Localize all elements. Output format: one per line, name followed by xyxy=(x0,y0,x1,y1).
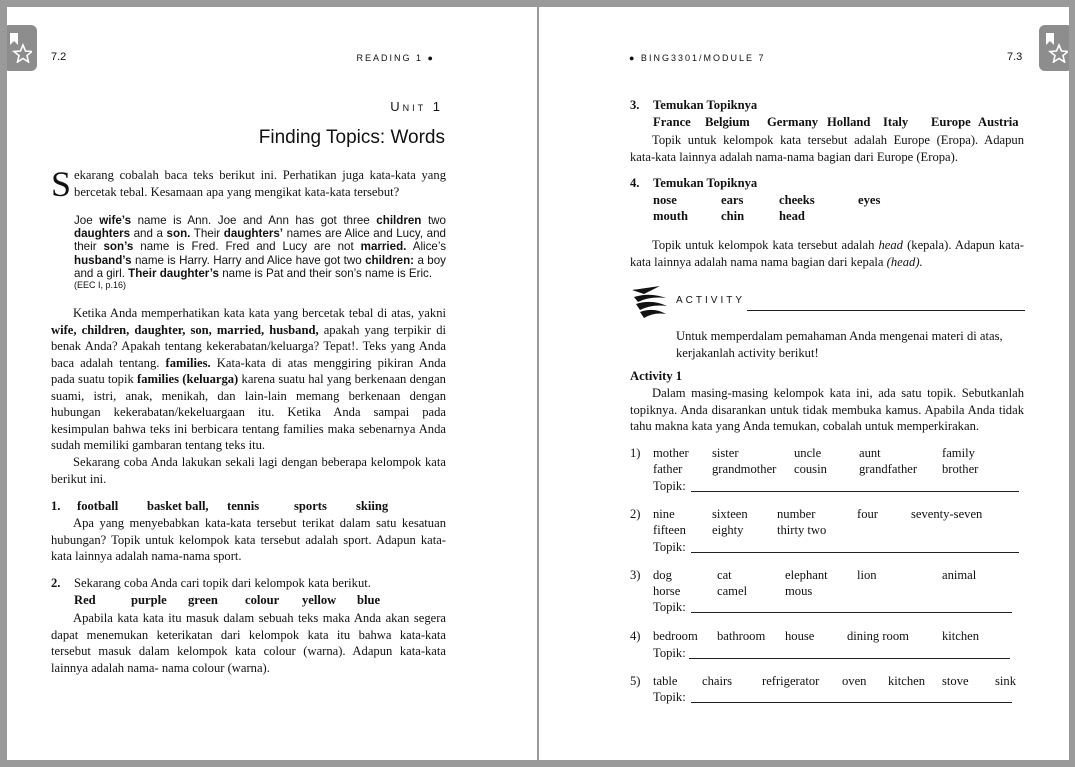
word-house: house xyxy=(785,629,815,643)
activity-instructions: Dalam masing-masing kelompok kata ini, ada satu topik. Sebutkanlah topiknya. Anda disarankan untuk tidak membuka kamus. Apabila Anda tidak tahu makna kata yang Anda temukan, cobalah untuk memperkirakan. xyxy=(630,386,1024,433)
topik-label: Topik: xyxy=(653,646,686,660)
word-grandfather: grandfather xyxy=(859,462,918,476)
topik-label: Topik: xyxy=(653,690,686,704)
activity-label: ACTIVITY xyxy=(676,295,746,306)
word-sports: sports xyxy=(294,499,327,513)
word-yellow: yellow xyxy=(302,593,337,607)
word-skiing: skiing xyxy=(356,499,389,513)
running-head: READING 1 ● xyxy=(356,53,435,63)
unit-label: Unit 1 xyxy=(390,99,443,114)
word-sister: sister xyxy=(712,446,739,460)
topik-answer-line[interactable] xyxy=(691,552,1019,553)
word-eyes: eyes xyxy=(858,193,881,207)
page-number: 7.3 xyxy=(1007,51,1023,63)
page-number: 7.2 xyxy=(51,51,67,63)
quoted-text xyxy=(74,214,446,280)
word-lion: lion xyxy=(857,568,877,582)
text-run: name is Pat and their son’s name is Eric. xyxy=(218,266,433,280)
text-run: names are Alice and Lucy, and their xyxy=(74,227,446,254)
item2-intro: Sekarang coba Anda cari topik dari kelompok kata berikut. xyxy=(74,576,371,590)
word-brother: brother xyxy=(942,462,979,476)
unit-title: Finding Topics: Words xyxy=(258,127,445,148)
word-football: football xyxy=(77,499,119,513)
bold-word: son. xyxy=(166,227,191,241)
word-seventy-seven: seventy-seven xyxy=(911,507,983,521)
text-run: a boy and a girl. xyxy=(74,253,446,280)
bold-word: Their daughter’s xyxy=(128,266,219,280)
word-camel: camel xyxy=(717,584,748,598)
bold-word: children xyxy=(376,214,422,227)
left-page xyxy=(7,7,537,760)
word-green: green xyxy=(188,593,218,607)
word-nose: nose xyxy=(653,193,677,207)
item-number: 1. xyxy=(51,499,61,513)
word-mous: mous xyxy=(785,584,813,598)
word-table: table xyxy=(653,674,678,688)
item4-title: Temukan Topiknya xyxy=(653,176,758,190)
text-run: Their xyxy=(190,227,224,241)
bookmark-star-icon xyxy=(8,33,32,63)
word-refrigerator: refrigerator xyxy=(762,674,820,688)
word-dining-room: dining room xyxy=(847,629,909,643)
word-dog: dog xyxy=(653,568,672,582)
item-number: 3. xyxy=(630,98,640,112)
bookmark-star-icon xyxy=(1044,33,1068,63)
word-animal: animal xyxy=(942,568,977,582)
word-mouth: mouth xyxy=(653,209,688,223)
word-germany: Germany xyxy=(767,115,819,129)
word-france: France xyxy=(653,115,691,129)
item1-explanation: Apa yang menyebabkan kata-kata tersebut terikat dalam satu kesatuan hubungan? Topik untuk kelompok kata tersebut adalah sport. Adapun kata-kata lainnya adalah nama-nama sport. xyxy=(51,516,446,563)
word-belgium: Belgium xyxy=(705,115,750,129)
bold-word: son’s xyxy=(103,240,134,254)
word-elephant: elephant xyxy=(785,568,828,582)
word-horse: horse xyxy=(653,584,681,598)
word-head: head xyxy=(779,209,805,223)
explanation-paragraph xyxy=(51,305,446,454)
word-eighty: eighty xyxy=(712,523,744,537)
word-basketball: basket ball, xyxy=(147,499,209,513)
word-purple: purple xyxy=(131,593,167,607)
word-four: four xyxy=(857,507,878,521)
text-run: name is Ann. Joe and Ann has got three xyxy=(131,214,377,227)
bold-word: families (keluarga) xyxy=(137,372,239,386)
text-run: karena suatu hal yang berkenaan dengan suami, istri, anak, menikah, dan lain-lain memang berkenaan dengan hubungan kekerabatan/kekeluargaan itu. Ketika Anda sampai pada kesimpulan bahwa teks ini berbicara tentang families maka sebenarnya Anda sudah memiliki gambaran tentang teks itu. xyxy=(51,372,446,452)
item-number: 2. xyxy=(51,576,61,590)
topik-answer-line[interactable] xyxy=(691,612,1012,613)
word-stove: stove xyxy=(942,674,969,688)
text-run: apakah yang terpikir di benak Anda? Apakah tentang kekerabatan/keluarga? Tepat!. Teks yang Anda baca adalah tentang. xyxy=(51,322,446,370)
word-chairs: chairs xyxy=(702,674,733,688)
word-grandmother: grandmother xyxy=(712,462,777,476)
item-number: 4. xyxy=(630,176,640,190)
item2-explanation: Apabila kata kata itu masuk dalam sebuah teks maka Anda akan segera dapat menemukan keterikatan dari kelompok kata itu bahwa kata-kata tersebut masuk dalam kelompok kata colour (warna). Adapun kata-kata lainnya adalah nama- nama colour (warna). xyxy=(51,611,446,675)
text-run: and a xyxy=(130,227,167,241)
activity-title: Activity 1 xyxy=(630,369,683,383)
bookmark-button-right[interactable] xyxy=(1039,25,1069,71)
group-number: 3) xyxy=(630,568,641,582)
word-cat: cat xyxy=(717,568,732,582)
running-head: ● BING3301/MODULE 7 xyxy=(629,53,766,63)
group-number: 1) xyxy=(630,446,641,460)
word-thirty-two: thirty two xyxy=(777,523,827,537)
bold-word: daughters’ xyxy=(223,227,283,241)
text-run: name is Fred. Fred and Lucy are not xyxy=(133,240,361,254)
text-run: name is Harry. Harry and Alice have got two xyxy=(131,253,366,267)
quote-source: (EEC I, p.16) xyxy=(74,280,127,290)
word-bedroom: bedroom xyxy=(653,629,698,643)
word-bathroom: bathroom xyxy=(717,629,766,643)
text-run: Kata-kata di atas menggiring pikiran Anda pada suatu topik xyxy=(51,355,446,386)
bold-word: families. xyxy=(165,355,211,370)
drop-cap: S xyxy=(51,164,72,204)
activity-intro: Untuk memperdalam pemahaman Anda mengenai materi di atas, kerjakanlah activity berikut! xyxy=(676,329,1003,360)
text-run: Joe xyxy=(74,214,100,227)
word-mother: mother xyxy=(653,446,689,460)
word-red: Red xyxy=(74,593,96,607)
right-page xyxy=(539,7,1069,760)
bold-word: wife’s xyxy=(99,214,132,227)
activity-rule xyxy=(747,310,1025,311)
word-cousin: cousin xyxy=(794,462,827,476)
word-ears: ears xyxy=(721,193,744,207)
word-blue: blue xyxy=(357,593,381,607)
topik-answer-line[interactable] xyxy=(691,491,1019,492)
word-italy: Italy xyxy=(883,115,909,129)
group-number: 4) xyxy=(630,629,641,643)
word-kitchen: kitchen xyxy=(942,629,980,643)
word-number: number xyxy=(777,507,816,521)
topik-answer-line[interactable] xyxy=(689,658,1010,659)
word-aunt: aunt xyxy=(859,446,881,460)
word-europe: Europe xyxy=(931,115,971,129)
group-number: 5) xyxy=(630,674,641,688)
bold-word: wife, children, daughter, son, married, husband, xyxy=(51,322,319,337)
word-kitchen: kitchen xyxy=(888,674,926,688)
word-tennis: tennis xyxy=(227,499,260,513)
item3-title: Temukan Topiknya xyxy=(653,98,758,112)
bold-word: daughters xyxy=(74,227,131,241)
bold-word: children: xyxy=(365,253,415,267)
text-run: Ketika Anda memperhatikan kata kata yang bercetak tebal di atas, yakni xyxy=(73,306,446,320)
bold-word: husband’s xyxy=(74,253,132,267)
intro-paragraph: Sekarang cobalah baca teks berikut ini. Perhatikan juga kata-kata yang bercetak tebal. Kesamaan apa yang mengikat kata-kata tersebut? xyxy=(51,164,446,204)
word-sink: sink xyxy=(995,674,1016,688)
word-austria: Austria xyxy=(978,115,1019,129)
next-exercise-paragraph: Sekarang coba Anda lakukan sekali lagi dengan beberapa kelompok kata berikut ini. xyxy=(51,455,446,486)
bold-word: married. xyxy=(360,240,407,254)
text-run: Alice’s xyxy=(406,240,446,254)
word-colour: colour xyxy=(245,593,280,607)
word-nine: nine xyxy=(653,507,675,521)
item3-explanation: Topik untuk kelompok kata tersebut adalah Europe (Eropa). Adapun kata-kata lainnya adalah nama-nama bagian dari Europe (Eropa). xyxy=(630,133,1024,164)
text-run: two xyxy=(421,214,446,227)
word-fifteen: fifteen xyxy=(653,523,686,537)
topik-label: Topik: xyxy=(653,540,686,554)
word-father: father xyxy=(653,462,683,476)
group-number: 2) xyxy=(630,507,641,521)
activity-icon xyxy=(630,284,668,320)
word-holland: Holland xyxy=(827,115,871,129)
word-cheeks: cheeks xyxy=(779,193,815,207)
word-oven: oven xyxy=(842,674,867,688)
word-sixteen: sixteen xyxy=(712,507,748,521)
item4-explanation: Topik untuk kelompok kata tersebut adalah head (kepala). Adapun kata-kata lainnya adalah nama nama bagian dari kepala (head). xyxy=(630,238,1024,269)
word-family: family xyxy=(942,446,975,460)
topik-answer-line[interactable] xyxy=(691,702,1012,703)
word-chin: chin xyxy=(721,209,745,223)
topik-label: Topik: xyxy=(653,600,686,614)
topik-label: Topik: xyxy=(653,479,686,493)
word-uncle: uncle xyxy=(794,446,822,460)
bookmark-button-left[interactable] xyxy=(7,25,37,71)
